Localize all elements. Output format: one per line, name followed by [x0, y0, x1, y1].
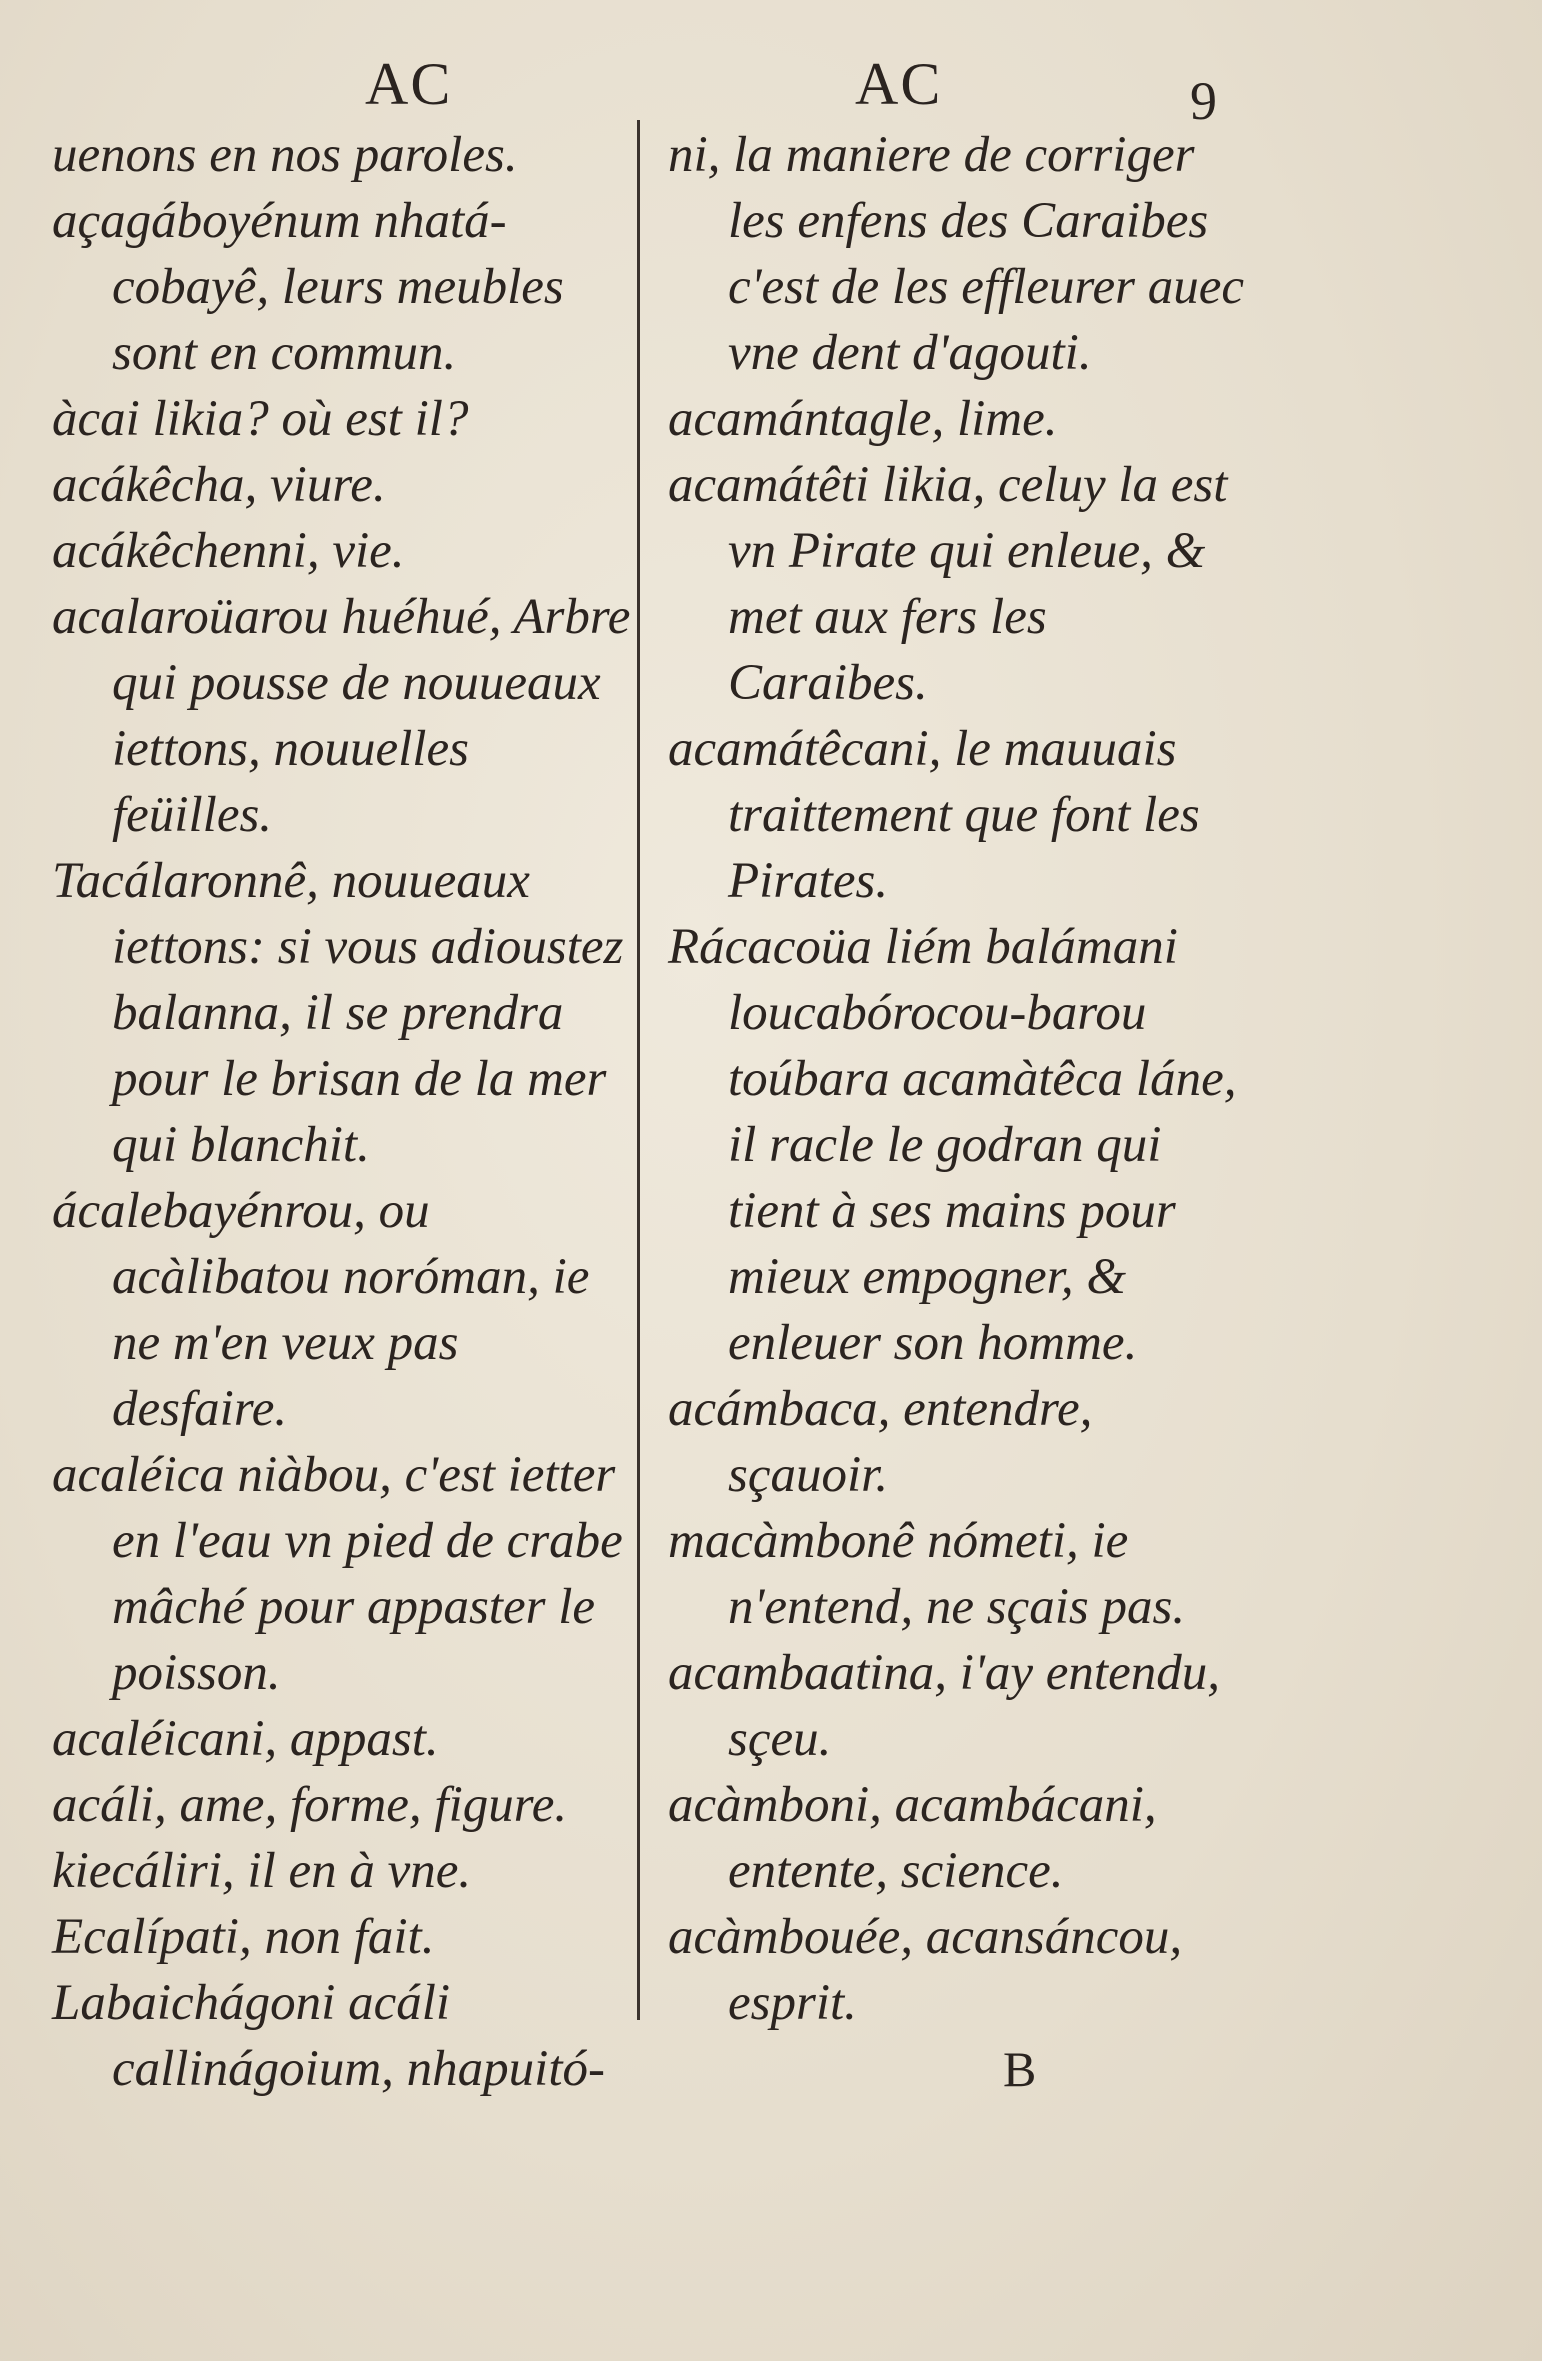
dictionary-entry: macàmbonê nómeti, ie n'entend, ne sçais pas.: [668, 1513, 1186, 1635]
running-header-right: AC: [855, 51, 943, 117]
dictionary-entry: acamántagle, lime.: [668, 391, 1058, 447]
dictionary-entry: kiecáliri, il en à vne.: [52, 1843, 472, 1899]
dictionary-entry: acàmbouée, acansáncou, esprit.: [668, 1909, 1183, 2031]
dictionary-entry: acalaroüarou huéhué, Arbre qui pousse de nouueaux iettons, nouuelles feüilles.: [52, 589, 631, 843]
dictionary-entry: acaléicani, appast.: [52, 1711, 439, 1767]
dictionary-entry: acámbaca, entendre, sçauoir.: [668, 1381, 1093, 1503]
dictionary-entry: ni, la maniere de corriger les enfens des Caraibes c'est de les effleurer auec vne dent d'agouti.: [668, 127, 1244, 381]
dictionary-entry: Rácacoüa liém balámani loucabórocou-barou toúbara acamàtêca láne, il racle le godran qui tient à ses mains pour mieux empogner, & enleuer son homme.: [668, 919, 1237, 1371]
dictionary-entry: acaléica niàbou, c'est ietter en l'eau vn pied de crabe mâché pour appaster le poisson.: [52, 1447, 623, 1701]
page-number: 9: [1190, 71, 1217, 131]
dictionary-entry: Labaichágoni acáli callinágoium, nhapuitó-: [52, 1975, 605, 2097]
dictionary-entry: acàmboni, acambácani, entente, science.: [668, 1777, 1157, 1899]
dictionary-entry: acákêchenni, vie.: [52, 523, 405, 579]
dictionary-entry: acamátêti likia, celuy la est vn Pirate qui enleue, & met aux fers les Caraibes.: [668, 457, 1228, 711]
dictionary-entry: acákêcha, viure.: [52, 457, 386, 513]
column-divider: [637, 120, 640, 2020]
dictionary-entry: uenons en nos paroles.: [52, 127, 518, 183]
dictionary-entry: acamátêcani, le mauuais traittement que font les Pirates.: [668, 721, 1200, 909]
dictionary-entry: ácalebayénrou, ou acàlibatou noróman, ie ne m'en veux pas desfaire.: [52, 1183, 590, 1437]
dictionary-entry: acáli, ame, forme, figure.: [52, 1777, 568, 1833]
dictionary-entry: Ecalípati, non fait.: [52, 1909, 435, 1965]
running-header-left: AC: [365, 51, 453, 117]
dictionary-entry: açagáboyénum nhatá- cobayê, leurs meubles sont en commun.: [52, 193, 564, 381]
signature-mark: B: [1003, 2041, 1037, 2097]
dictionary-entry: Tacálaronnê, nouueaux iettons: si vous adioustez balanna, il se prendra pour le brisan de la mer qui blanchit.: [52, 853, 624, 1173]
dictionary-entry: àcai likia? où est il?: [52, 391, 469, 447]
left-column: [52, 122, 632, 2102]
dictionary-entry: acambaatina, i'ay entendu, sçeu.: [668, 1645, 1220, 1767]
right-column: [668, 122, 1258, 2036]
